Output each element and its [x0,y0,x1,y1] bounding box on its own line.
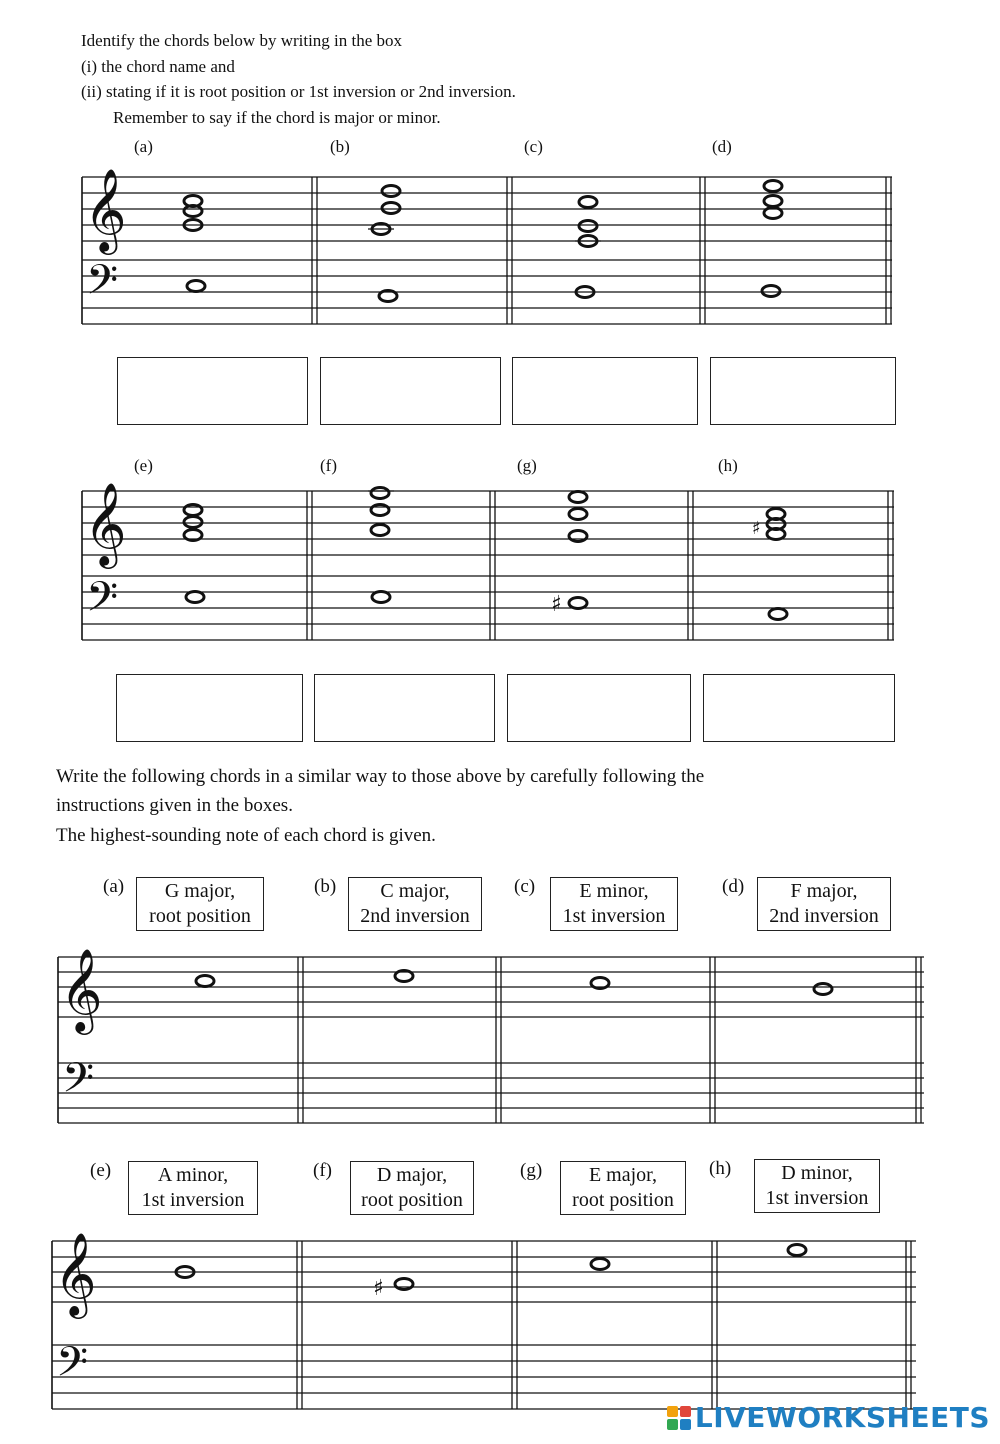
chord-label-a: (a) [134,137,153,156]
chord-label-d: (d) [712,137,732,156]
task-chord-position: 1st inversion [141,1189,245,1211]
logo-letter [680,1419,691,1430]
task-chord-name: F major, [790,880,858,902]
bass-clef-icon: 𝄢 [86,573,119,631]
instruction-line-1: Identify the chords below by writing in the box [81,31,403,50]
task-chord-name: D minor, [781,1162,853,1184]
task-chord-name: E major, [588,1164,658,1186]
section2-intro-line-1: Write the following chords in a similar way to those above by carefully following the [56,766,705,787]
logo-letter [667,1406,678,1417]
logo-text: LIVEWORKSHEETS [694,1401,990,1434]
logo-grid-icon [667,1406,691,1430]
task-chord-position: 2nd inversion [769,905,879,927]
task-chord-name: D major, [376,1164,448,1186]
chord-label-f: (f) [320,456,337,475]
task-chord-name: A minor, [157,1164,229,1186]
treble-clef-icon: 𝄞 [84,167,127,251]
instruction-line-2: (i) the chord name and [81,57,235,76]
sharp-icon: ♯ [752,518,761,539]
chord-label-c: (c) [524,137,543,156]
instruction-line-4: Remember to say if the chord is major or minor. [113,108,441,127]
task-chord-position: root position [361,1189,463,1211]
task-chord-name: C major, [380,880,450,902]
bass-clef-icon: 𝄢 [86,256,119,314]
task-label-d: (d) [722,876,745,897]
chord-label-e: (e) [134,456,153,475]
chord-label-b: (b) [330,137,350,156]
logo-letter [667,1419,678,1430]
task-chord-position: 2nd inversion [360,905,470,927]
task-label-a: (a) [103,876,125,897]
logo-letter [680,1406,691,1417]
section2-intro-line-2: instructions given in the boxes. [56,795,293,816]
task-chord-position: 1st inversion [765,1187,869,1209]
instruction-line-3: (ii) stating if it is root position or 1st inversion or 2nd inversion. [81,82,516,101]
task-chord-position: root position [149,905,251,927]
task-label-e: (e) [90,1160,112,1181]
treble-clef-icon: 𝄞 [60,947,103,1031]
bass-clef-icon: 𝄢 [62,1054,95,1112]
sharp-icon: ♯ [551,592,562,617]
sharp-icon: ♯ [373,1276,384,1301]
task-label-g: (g) [520,1160,543,1181]
treble-clef-icon: 𝄞 [54,1231,97,1315]
treble-clef-icon: 𝄞 [84,481,127,565]
task-label-c: (c) [514,876,536,897]
task-chord-name: E minor, [579,880,649,902]
task-chord-position: 1st inversion [562,905,666,927]
task-chord-position: root position [572,1189,674,1211]
task-label-b: (b) [314,876,337,897]
task-label-f: (f) [313,1160,332,1181]
chord-label-g: (g) [517,456,537,475]
chord-label-h: (h) [718,456,738,475]
bass-clef-icon: 𝄢 [56,1338,89,1396]
section2-intro-line-3: The highest-sounding note of each chord is given. [56,825,436,846]
task-label-h: (h) [709,1158,732,1179]
liveworksheets-logo [667,1401,990,1434]
task-chord-name: G major, [164,880,236,902]
